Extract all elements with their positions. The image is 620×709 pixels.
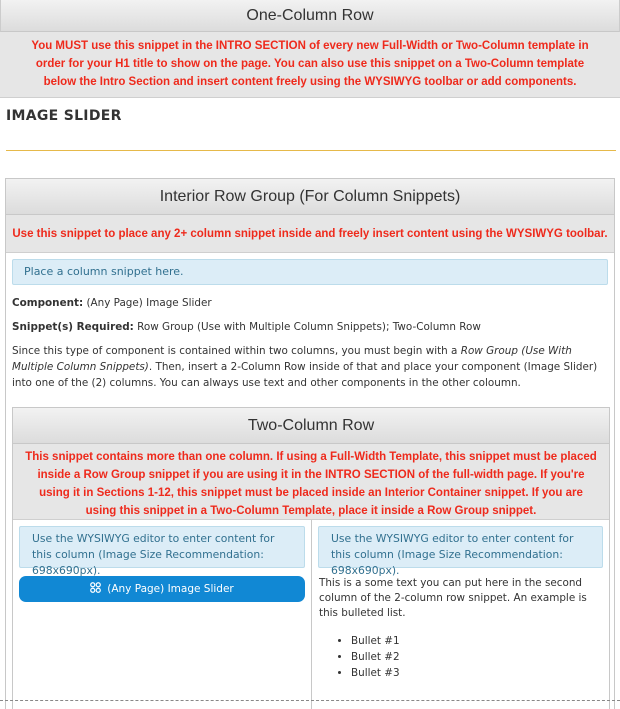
title-divider	[6, 150, 616, 151]
right-column-info[interactable]: Use the WYSIWYG editor to enter content for this column (Image Size Recommendation: 698x690px).	[318, 526, 603, 568]
one-column-row-warning: You MUST use this snippet in the INTRO SECTION of every new Full-Width or Two-Column template in order for your H1 title to show on the page. You can also use this snippet on a Two-Column template below the Intro Section and insert content freely using the WYSIWYG toolbar or add components.	[0, 32, 620, 98]
list-item[interactable]: • Bullet #3	[351, 665, 603, 681]
required-line[interactable]	[12, 319, 608, 335]
description-part-1: Since this type of component is contained within two columns, you must begin with a	[12, 345, 461, 357]
description-paragraph[interactable]	[12, 343, 608, 391]
right-column[interactable]	[311, 520, 609, 709]
interior-row-group-warning: Use this snippet to place any 2+ column snippet inside and freely insert content using the WYSIWYG toolbar.	[6, 215, 614, 253]
right-column-text[interactable]: This is a some text you can put here in the second column of the 2-column row snippet. An example is this bulleted list.	[319, 577, 587, 619]
two-column-row-warning: This snippet contains more than one column. If using a Full-Width Template, this snippet must be placed inside a Row Group snippet if you are using it in the INTRO SECTION of the full-width page. If you're using it in Sections 1-12, this snippet must be placed inside an Interior Container snippet. If you are using this snippet in a Two-Column Template, place it inside a Row Group snippet.	[13, 444, 609, 520]
component-line[interactable]	[12, 295, 608, 311]
bullet-list[interactable]	[351, 633, 603, 681]
one-column-row-header: One-Column Row	[0, 0, 620, 32]
left-column-info[interactable]: Use the WYSIWYG editor to enter content for this column (Image Size Recommendation: 698x690px).	[19, 526, 305, 568]
next-snippet-boundary	[0, 700, 620, 709]
column-snippet-placeholder[interactable]: Place a column snippet here.	[12, 259, 608, 285]
component-label: Component:	[12, 297, 84, 309]
required-label: Snippet(s) Required:	[12, 321, 134, 333]
page-section-title[interactable]: IMAGE SLIDER	[6, 108, 122, 124]
column-container	[13, 520, 609, 709]
slider-grid-icon	[90, 582, 101, 596]
two-column-row[interactable]	[12, 407, 610, 709]
interior-row-group-body[interactable]	[6, 253, 614, 391]
two-column-row-header: Two-Column Row	[13, 408, 609, 444]
interior-row-group[interactable]	[5, 178, 615, 709]
list-item[interactable]: • Bullet #2	[351, 649, 603, 665]
interior-row-group-header: Interior Row Group (For Column Snippets)	[6, 179, 614, 215]
description-part-2: . Then, insert a 2-Column Row inside of that and place your component (Image Slider) into one of the (2) columns. You can always use text and other components in the other coloumn.	[12, 361, 598, 389]
list-item[interactable]: • Bullet #1	[351, 633, 603, 649]
left-column[interactable]	[13, 520, 311, 709]
required-value: Row Group (Use with Multiple Column Snippets); Two-Column Row	[133, 321, 481, 333]
description-emphasis: Row Group (Use With Multiple Column Snippets)	[12, 345, 572, 373]
image-slider-component-button[interactable]	[19, 576, 305, 602]
image-slider-button-label: (Any Page) Image Slider	[107, 583, 234, 595]
component-value: (Any Page) Image Slider	[83, 297, 212, 309]
